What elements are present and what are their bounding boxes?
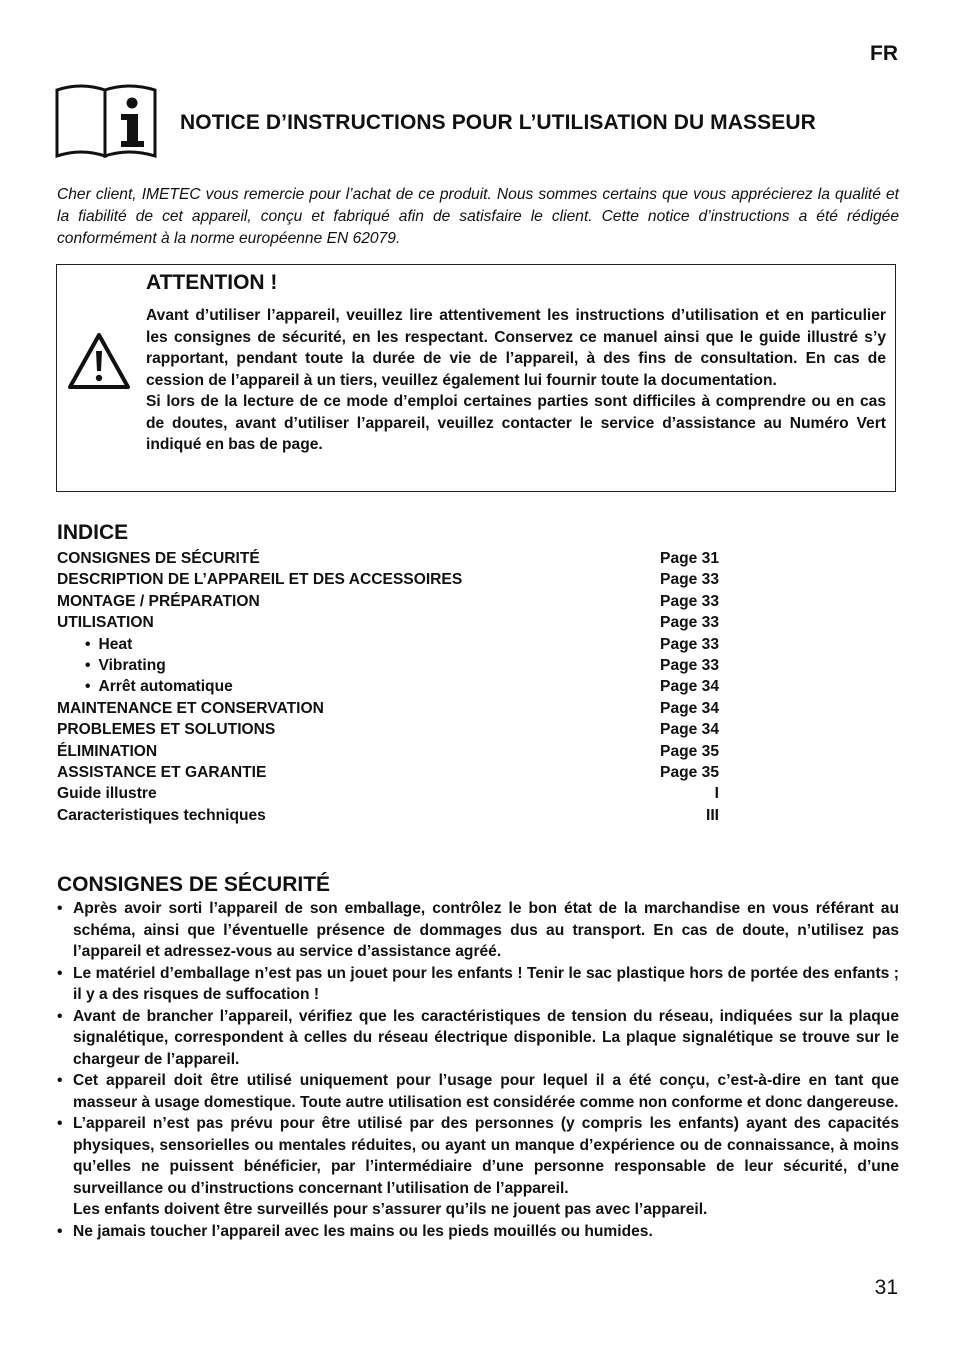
toc-item — [57, 805, 719, 826]
intro-text: Cher client, IMETEC vous remercie pour l’achat de ce produit. Nous sommes certains que vous apprécierez la qualité et la fiabilité de cet appareil, conçu et fabriqué afin de satisfaire le client. Cette notice d’instructions a été rédigée conformément à la norme européenne EN 62079. — [57, 186, 899, 247]
toc-page: I — [714, 785, 719, 803]
safety-bullet-text: • Ne jamais toucher l’appareil avec les mains ou les pieds mouillés ou humides. — [73, 1222, 653, 1240]
toc-subitem — [57, 655, 719, 676]
toc-page: Page 33 — [660, 656, 719, 674]
toc-item — [57, 698, 719, 719]
toc-label: ÉLIMINATION — [57, 742, 158, 760]
toc-label: Guide illustre — [57, 785, 157, 803]
safety-bullet — [57, 1006, 899, 1071]
toc-item — [57, 719, 719, 740]
attention-paragraph: Si lors de la lecture de ce mode d’emploi certaines parties sont difficiles à comprendre ou en cas de doutes, avant d’utiliser l’appareil, veuillez contacter le service d’assistance au Numéro Vert indiqué en bas de page. — [146, 393, 886, 453]
safety-bullet — [57, 898, 899, 963]
toc-item — [57, 548, 719, 569]
page-number: 31 — [874, 1276, 898, 1299]
warning-triangle-icon — [67, 331, 131, 391]
toc-page: Page 33 — [660, 592, 719, 610]
safety-bullet-text: • Le matériel d’emballage n’est pas un jouet pour les enfants ! Tenir le sac plastique hors de portée des enfants ; il y a des risques de suffocation ! — [73, 964, 899, 1003]
toc-page: Page 33 — [660, 571, 719, 589]
safety-bullet — [57, 1113, 899, 1221]
toc-page: Page 35 — [660, 742, 719, 760]
toc-label: PROBLEMES ET SOLUTIONS — [57, 721, 276, 739]
toc-page: Page 34 — [660, 721, 719, 739]
toc-item — [57, 591, 719, 612]
toc-page: Page 31 — [660, 550, 719, 567]
toc-label: MONTAGE / PRÉPARATION — [57, 592, 260, 610]
toc-label: DESCRIPTION DE L’APPAREIL ET DES ACCESSOIRES — [57, 571, 463, 589]
toc-item — [57, 741, 719, 762]
toc-item — [57, 569, 719, 590]
language-code: FR — [870, 42, 898, 65]
toc-page: Page 34 — [660, 699, 719, 717]
toc-subitem — [57, 634, 719, 655]
toc-label: ASSISTANCE ET GARANTIE — [57, 763, 267, 781]
safety-bullet — [57, 1221, 899, 1243]
safety-bullet — [57, 1070, 899, 1113]
toc-page: Page 34 — [660, 678, 719, 696]
safety-bullet-text: • L’appareil n’est pas prévu pour être utilisé par des personnes (y compris les enfants) ayant des capacités physiques, sensorielles ou mentales réduites, ou ayant un manque d’expérience ou de connaissance, à moins qu’elles ne puissent bénéficier, par l’intermédiaire d’une personne responsable de leur sécurité, d’une surveillance ou d’instructions concernant l’utilisation de l’appareil. — [73, 1115, 899, 1197]
toc-label: Caracteristiques techniques — [57, 806, 266, 824]
toc-item — [57, 612, 719, 633]
safety-bullet-extra: Les enfants doivent être surveillés pour s’assurer qu’ils ne jouent pas avec l’appareil. — [73, 1201, 708, 1218]
page-title: NOTICE D’INSTRUCTIONS POUR L’UTILISATION DU MASSEUR — [180, 111, 816, 134]
toc-item — [57, 783, 719, 804]
index-title: INDICE — [57, 521, 129, 544]
toc-label: • Heat — [57, 634, 132, 655]
toc-page: III — [706, 806, 719, 824]
safety-bullet — [57, 963, 899, 1006]
toc-label: • Arrêt automatique — [57, 676, 233, 697]
toc-item — [57, 762, 719, 783]
attention-title: ATTENTION ! — [146, 271, 278, 294]
table-of-contents — [57, 548, 719, 826]
toc-label: UTILISATION — [57, 614, 154, 632]
toc-label: MAINTENANCE ET CONSERVATION — [57, 699, 324, 717]
toc-subitem — [57, 676, 719, 697]
toc-page: Page 33 — [660, 614, 719, 632]
safety-bullet-text: • Avant de brancher l’appareil, vérifiez que les caractéristiques de tension du réseau, indiquées sur la plaque signalétique, correspondent à celles du réseau électrique disponible. La plaque signalétique se trouve sur le chargeur de l’appareil. — [73, 1007, 899, 1068]
intro-paragraph — [57, 184, 899, 250]
info-book-icon — [55, 84, 159, 160]
toc-page: Page 35 — [660, 763, 719, 781]
safety-section-title: CONSIGNES DE SÉCURITÉ — [57, 873, 331, 896]
safety-bullet-text: • Après avoir sorti l’appareil de son emballage, contrôlez le bon état de la marchandise en vous référant au schéma, ainsi que l’éventuelle présence de dommages dus au transport. En cas de doute, n’utilisez pas l’appareil et adressez-vous au service d’assistance agréé. — [73, 900, 899, 960]
attention-body — [146, 305, 886, 456]
attention-paragraph: Avant d’utiliser l’appareil, veuillez lire attentivement les instructions d’utilisation et en particulier les consignes de sécurité, en les respectant. Conservez ce manuel ainsi que le guide illustré s’y rapportant, pendant toute la durée de vie de l’appareil, à des fins de consultation. En cas de cession de l’appareil à un tiers, veuillez également lui fournir toute la documentation. — [146, 307, 886, 389]
safety-bullet-text: • Cet appareil doit être utilisé uniquement pour l’usage pour lequel il a été conçu, c’est-à-dire en tant que masseur à usage domestique. Toute autre utilisation est considérée comme non conforme et donc dangereuse. — [73, 1072, 899, 1111]
toc-label: • Vibrating — [57, 655, 166, 676]
safety-bullet-list — [57, 898, 899, 1242]
toc-page: Page 33 — [660, 635, 719, 653]
toc-label: CONSIGNES DE SÉCURITÉ — [57, 550, 260, 567]
